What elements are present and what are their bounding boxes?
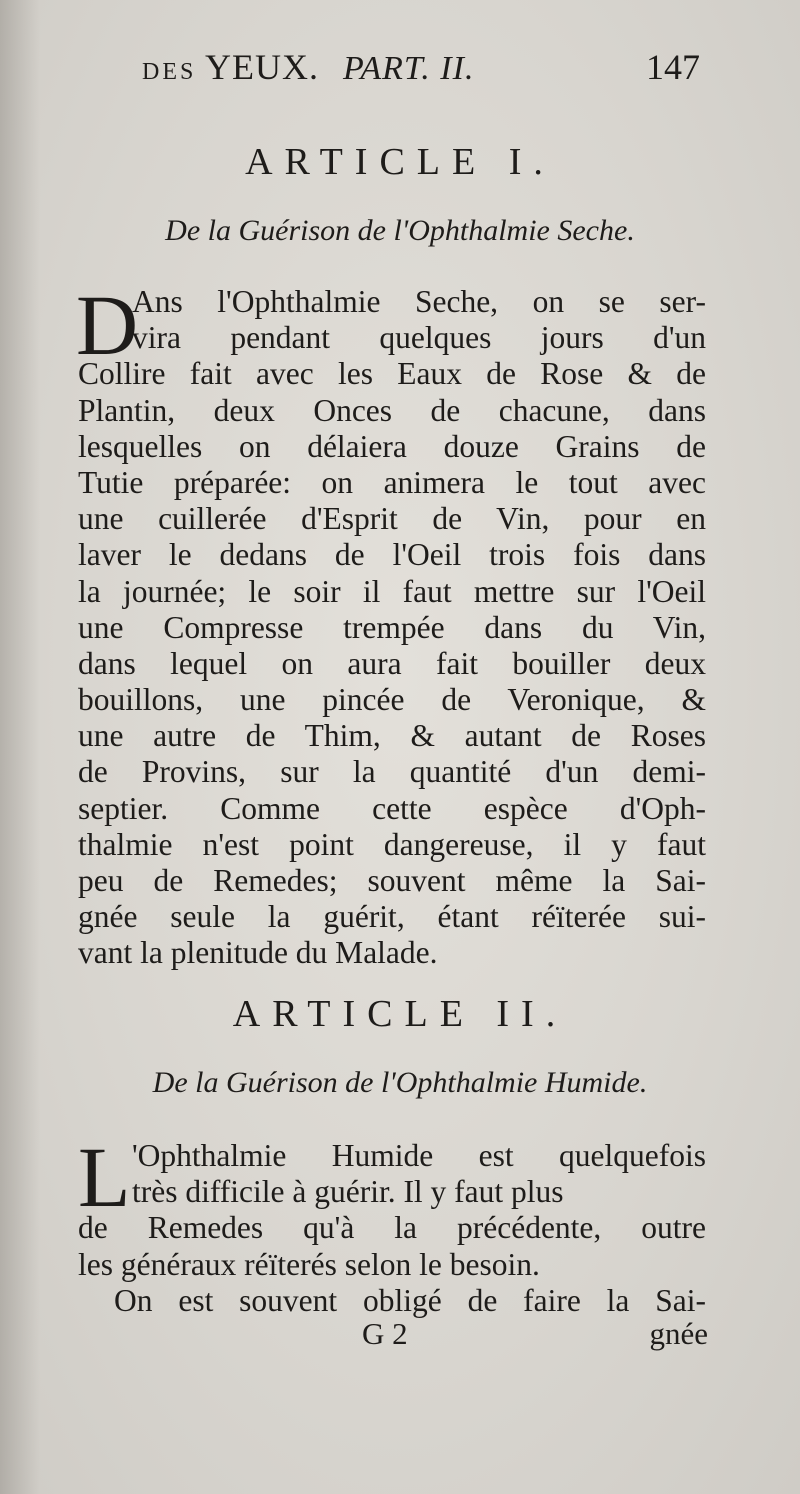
article-2-subtitle: De la Guérison de l'Ophthalmie Humide.	[152, 1066, 648, 1099]
article-1-line: Ans l'Ophthalmie Seche, on se ser-	[132, 284, 706, 319]
article-1-line: dans lequel on aura fait bouiller deux	[78, 645, 706, 681]
running-title	[142, 46, 474, 88]
article-1-line: une autre de Thim, & autant de Roses	[78, 718, 706, 754]
article-2-line: On est souvent obligé de faire la Sai-	[114, 1282, 706, 1318]
article-1-body	[76, 277, 706, 972]
article-1-line: gnée seule la guérit, étant réïterée sui-	[78, 899, 706, 935]
article-1-line: vira pendant quelques jours d'un	[132, 320, 706, 356]
running-title-des: DES	[142, 59, 197, 85]
article-1-line: peu de Remedes; souvent même la Sai-	[78, 863, 706, 898]
article-1-heading: ARTICLE I.	[245, 141, 555, 183]
article-1-line: Tutie préparée: on animera le tout avec	[78, 464, 706, 500]
article-2-heading: ARTICLE II.	[232, 993, 568, 1035]
article-1-line: Collire fait avec les Eaux de Rose & de	[78, 356, 706, 392]
article-1-line: thalmie n'est point dangereuse, il y faut	[78, 826, 706, 862]
running-title-part: PART. II.	[343, 50, 475, 87]
article-2-dropcap: L	[78, 1129, 131, 1225]
running-head	[0, 38, 800, 98]
article-1-line: vant la plenitude du Malade.	[78, 935, 438, 971]
article-1-line: lesquelles on délaiera douze Grains de	[78, 428, 706, 464]
article-2-body	[78, 1138, 706, 1319]
page-footer	[0, 1316, 800, 1366]
article-1-line: une cuillerée d'Esprit de Vin, pour en	[78, 501, 706, 537]
article-1-line: bouillons, une pincée de Veronique, &	[78, 682, 706, 718]
article-1-line: une Compresse trempée dans du Vin,	[78, 609, 706, 645]
article-1-line: septier. Comme cette espèce d'Oph-	[78, 790, 706, 826]
running-title-yeux: YEUX.	[205, 47, 319, 87]
catchword: gnée	[649, 1316, 708, 1351]
article-1-line: la journée; le soir il faut mettre sur l'Oeil	[78, 573, 706, 609]
article-1-subtitle: De la Guérison de l'Ophthalmie Seche.	[165, 214, 635, 247]
article-2-line: 'Ophthalmie Humide est quelquefois	[132, 1138, 706, 1173]
article-1-line: de Provins, sur la quantité d'un demi-	[78, 754, 706, 790]
article-2-line: de Remedes qu'à la précédente, outre	[78, 1210, 706, 1246]
article-2-line: les généraux réïterés selon le besoin.	[78, 1246, 540, 1282]
signature-mark: G 2	[362, 1316, 408, 1351]
article-1-line: laver le dedans de l'Oeil trois fois dans	[78, 537, 706, 573]
page-number: 147	[646, 47, 700, 87]
article-2-line: très difficile à guérir. Il y faut plus	[132, 1174, 564, 1210]
article-1-dropcap: D	[76, 277, 139, 373]
article-1-line: Plantin, deux Onces de chacune, dans	[78, 392, 706, 428]
